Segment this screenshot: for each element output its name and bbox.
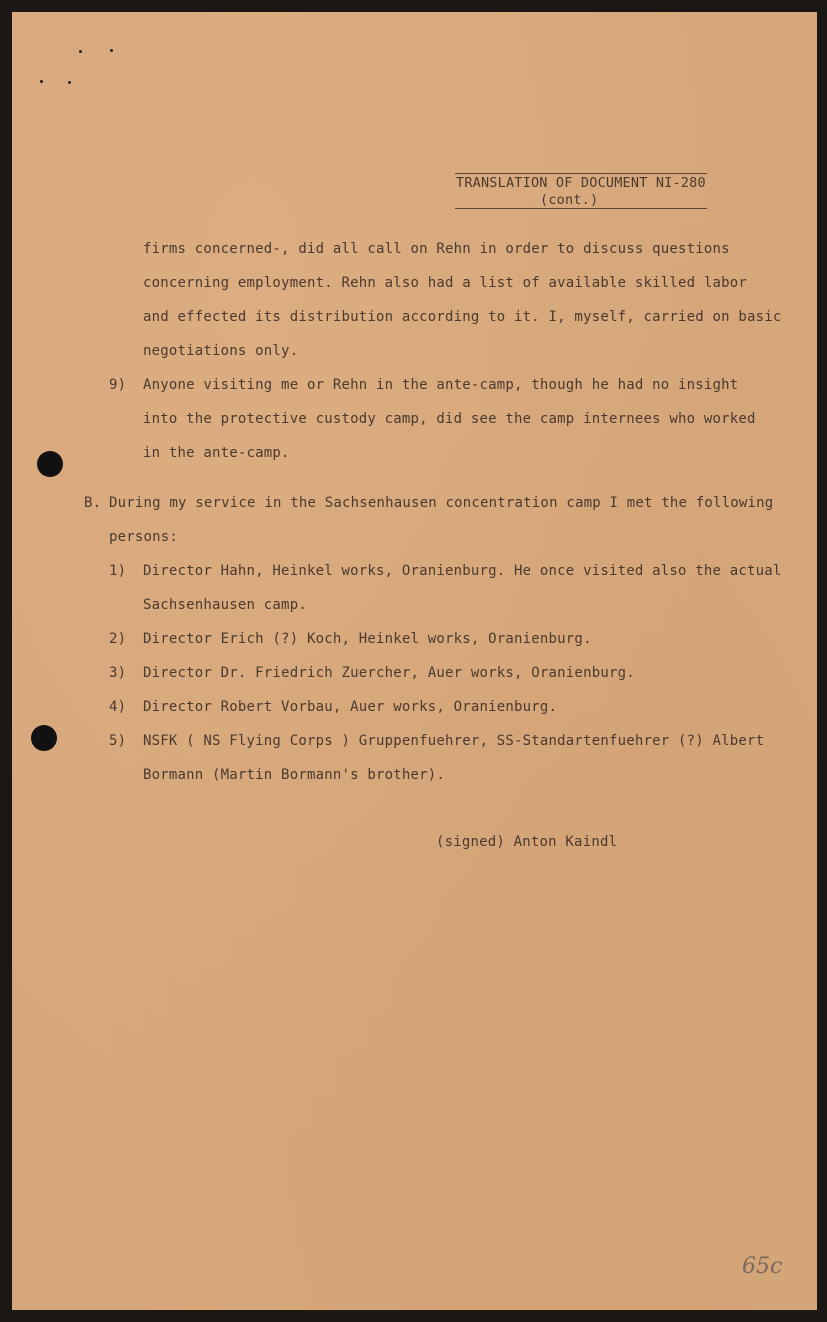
person-line: NSFK ( NS Flying Corps ) Gruppenfuehrer, SS-Standartenfuehrer (?) Albert	[143, 733, 765, 749]
section-line: During my service in the Sachsenhausen concentration camp I met the following	[109, 495, 774, 511]
item-line: into the protective custody camp, did see the camp internees who worked	[143, 411, 756, 427]
person-number: 2)	[109, 631, 127, 647]
page-number: 65c	[742, 1254, 783, 1279]
person-line: Bormann (Martin Bormann's brother).	[143, 767, 446, 783]
person-line: Director Erich (?) Koch, Heinkel works, Oranienburg.	[143, 631, 592, 647]
para-line: negotiations only.	[143, 343, 299, 359]
header-top-rule	[455, 173, 707, 174]
document-cont: (cont.)	[540, 192, 599, 208]
document-title: TRANSLATION OF DOCUMENT NI-280	[456, 175, 706, 191]
person-number: 4)	[109, 699, 127, 715]
person-line: Sachsenhausen camp.	[143, 597, 307, 613]
person-number: 1)	[109, 563, 127, 579]
speck	[79, 50, 82, 53]
para-line: and effected its distribution according to it. I, myself, carried on basic	[143, 309, 782, 325]
signature: (signed) Anton Kaindl	[436, 834, 618, 850]
item-line: Anyone visiting me or Rehn in the ante-camp, though he had no insight	[143, 377, 739, 393]
para-line: concerning employment. Rehn also had a list of available skilled labor	[143, 275, 748, 291]
person-number: 5)	[109, 733, 127, 749]
person-line: Director Dr. Friedrich Zuercher, Auer works, Oranienburg.	[143, 665, 635, 681]
speck	[110, 49, 113, 52]
person-number: 3)	[109, 665, 127, 681]
person-line: Director Robert Vorbau, Auer works, Oranienburg.	[143, 699, 558, 715]
header-bottom-rule	[455, 208, 707, 209]
punch-hole	[37, 451, 63, 477]
punch-hole	[31, 725, 57, 751]
section-line: persons:	[109, 529, 179, 545]
item-number: 9)	[109, 377, 127, 393]
person-line: Director Hahn, Heinkel works, Oranienburg. He once visited also the actual	[143, 563, 782, 579]
para-line: firms concerned-, did all call on Rehn in order to discuss questions	[143, 241, 730, 257]
section-label: B.	[84, 495, 102, 511]
document-page	[12, 12, 817, 1310]
speck	[40, 80, 43, 83]
item-line: in the ante-camp.	[143, 445, 290, 461]
speck	[68, 81, 71, 84]
